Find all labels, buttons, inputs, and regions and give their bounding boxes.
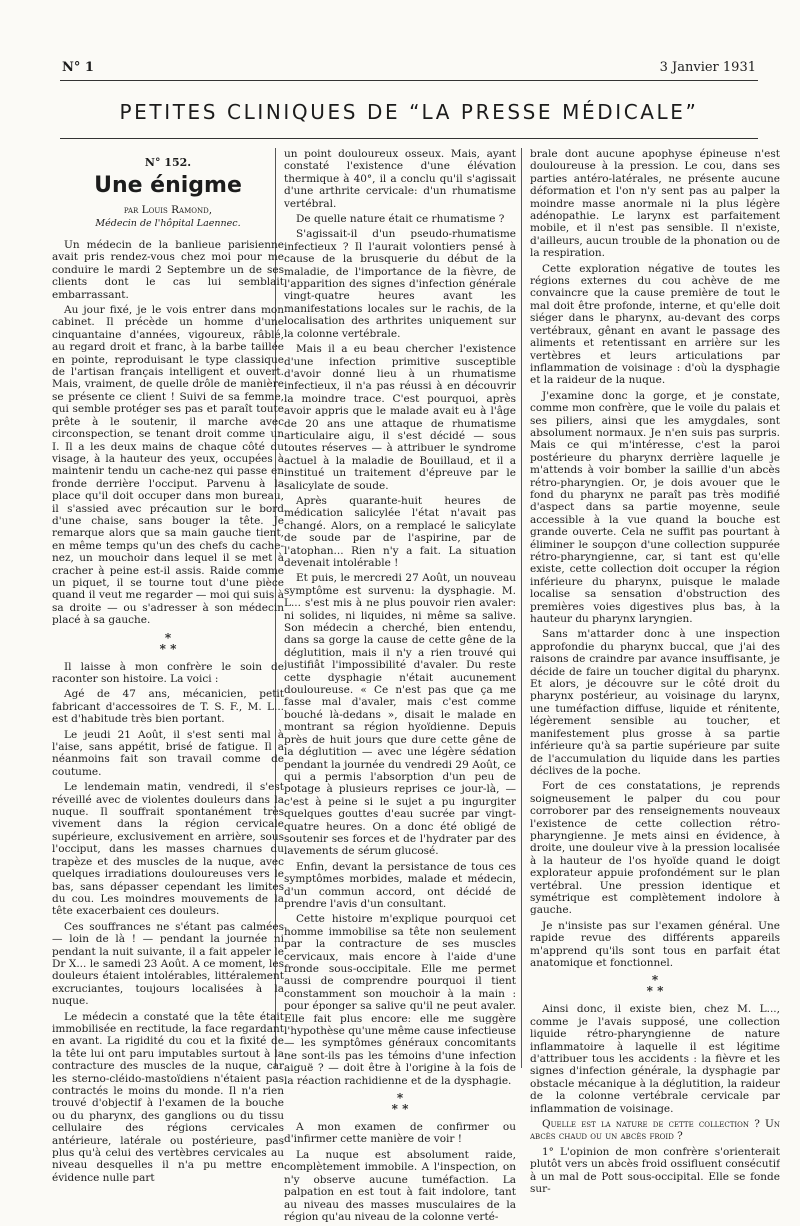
column-divider [521, 148, 522, 1068]
paragraph: Au jour fixé, je le vois entrer dans mon cabinet. Il précède un homme d'une cinquantaine d'années, vigoureux, râblé, au regard droit et franc, à la barbe taillée en pointe, reproduisant le type classique de l'artisan français intelligent et ouvert. Mais, vraiment, de quelle drôle de manière se présente ce client ! Suivi de sa femme, qui semble protéger ses pas et paraît toute prête à le soutenir, il marche avec circonspection, se tenant droit comme un I. Il a les deux mains de chaque côté du visage, à la hauteur des yeux, occupées à maintenir tendu un cache-nez qui passe en fronde derrière l'occiput. Parvenu à la place qu'il doit occuper dans mon bureau, il s'assied avec précaution sur le bord d'une chaise, sans bouger la tête. Je remarque alors que sa main gauche tient, en même temps qu'un des chefs du cache-nez, un mouchoir dans lequel il se met à cracher à peine est-il assis. Raide comme un piquet, il se tourne tout d'une pièce quand il veut me regarder — moi qui suis à sa droite — ou s'adresser à son médecin placé à sa gauche. [52, 304, 284, 627]
paragraph: De quelle nature était ce rhumatisme ? [296, 213, 505, 226]
paragraph: Cette histoire m'explique pourquoi cet homme immobilise sa tête non seulement par la contracture de ses muscles cervicaux, mais encore à l'aide d'une fronde sous-occipitale. Elle me permet aussi de comprendre pourquoi il tient constamment son mouchoir à la main : pour éponger sa salive qu'il ne peut avaler. Elle fait plus encore: elle me suggère l'hypothèse qu'une même cause infectieuse — les symptômes généraux concomitants ne sont-ils pas les témoins d'une infection aiguë ? — doit être à l'origine à la fois de la réaction rachidienne et de la dysphagie. [284, 913, 516, 1087]
paragraph: Enfin, devant la persistance de tous ces symptômes morbides, malade et médecin, d'un commun accord, ont décidé de prendre l'avis d'un consultant. [284, 860, 516, 910]
paragraph: Ainsi donc, il existe bien, chez M. L..., comme je l'avais supposé, une collection liquide rétro-pharyngienne de nature inflammatoire à laquelle il est légitime d'attribuer tous les accidents : la fièvre et les signes d'infection générale, la dysphagie par obstacle mécanique à la déglutition, la raideur de la colonne vertébrale cervicale par inflammation de voisinage. [530, 1003, 780, 1115]
section-stars: * * * [159, 630, 177, 656]
paragraph: Le jeudi 21 Août, il s'est senti mal à l'aise, sans appétit, brisé de fatigue. Il a néanmoins fait son travail comme de coutume. [52, 728, 284, 778]
paragraph: 1° L'opinion de mon confrère s'orienterait plutôt vers un abcès froid ossifluent consécutif à un mal de Pott sous-occipital. Elle se fonde sur- [530, 1145, 780, 1196]
paragraph: Cette exploration négative de toutes les régions externes du cou achève de me convaincre que la cause première de tout le mal doit être profonde, interne, et qu'elle doit siéger dans le pharynx, au-devant des corps vertébraux, gênant en avant le passage des aliments et retentissant en arrière sur les vertèbres et leurs articulations par inflammation de voisinage : d'où la dysphagie et la raideur de la nuque. [530, 262, 780, 387]
paragraph: Je n'insiste pas sur l'examen général. Une rapide revue des différents appareils m'apprend qu'ils sont tous en parfait état anatomique et fonctionnel. [530, 919, 780, 969]
paragraph: Et puis, le mercredi 27 Août, un nouveau symptôme est survenu: la dysphagie. M. L... s'est mis à ne plus pouvoir rien avaler: ni solides, ni liquides, ni même sa salive. Son médecin a cherché, bien entendu, dans sa gorge la cause de cette gêne de la déglutition, mais il n'y a rien trouvé qui justifiât l'impossibilité d'avaler. Du reste cette dysphagie n'était aucunement douloureuse. « Ce n'est pas que ça me fasse mal d'avaler, mais c'est comme bouché là-dedans », disait le malade en montrant sa région hyoïdienne. Depuis près de huit jours que dure cette gêne de la déglutition — avec une légère sédation pendant la journée du vendredi 29 Août, ce qui a permis l'absorption d'un peu de potage à plusieurs reprises ce jour-là, — c'est à peine si le sujet a pu ingurgiter quelques gouttes d'eau sucrée par vingt-quatre heures. On a donc été obligé de soutenir ses forces et de l'hydrater par des lavements de sérum glucosé. [284, 572, 516, 858]
paragraph: brale dont aucune apophyse épineuse n'est douloureuse à la pression. Le cou, dans ses parties antéro-latérales, ne présente aucune déformation et l'on n'y sent pas au palper la moindre masse anormale ni la plus légère adénopathie. Le larynx est parfaitement mobile, et il n'est pas sensible. Il n'existe, d'ailleurs, aucun trouble de la phonation ou de la respiration. [530, 148, 780, 260]
section-stars: * * * [646, 973, 664, 999]
article-number: N° 152. [144, 156, 192, 169]
column-1 [52, 156, 284, 1187]
header-rule [60, 80, 758, 81]
column-2 [284, 148, 516, 1226]
paragraph: un point douloureux osseux. Mais, ayant constaté l'existence d'une élévation thermique à 40°, il a conclu qu'il s'agissait d'une arthrite cervicale: d'un rhumatisme vertébral. [284, 148, 516, 210]
series-banner: PETITES CLINIQUES DE “LA PRESSE MÉDICALE” [119, 100, 699, 124]
paragraph: Il laisse à mon confrère le soin de raconter son histoire. La voici : [52, 660, 284, 685]
issue-date: 3 Janvier 1931 [659, 60, 756, 75]
section-stars: * * * [391, 1091, 409, 1117]
paragraph: Agé de 47 ans, mécanicien, petit fabricant d'accessoires de T. S. F., M. L... est d'habitude très bien portant. [52, 688, 284, 726]
column-3 [530, 148, 780, 1199]
paragraph: S'agissait-il d'un pseudo-rhumatisme infectieux ? Il l'aurait volontiers pensé à cause de la brusquerie du début de la maladie, de l'importance de la fièvre, de l'apparition des signes d'infection générale vingt-quatre heures avant les manifestations locales sur le rachis, de la localisation des arthrites uniquement sur la colonne vertébrale. [284, 228, 516, 340]
paragraph: Fort de ces constatations, je reprends soigneusement le palper du cou pour corroborer par des renseignements nouveaux l'existence de cette collection rétro-pharyngienne. Je mets ainsi en évidence, à droite, une douleur vive à la pression localisée à la hauteur de l'os hyoïde quand le doigt explorateur appuie profondément sur le plan vertébral. Une pression identique et symétrique est complètement indolore à gauche. [530, 780, 780, 917]
paragraph: La nuque est absolument raide, complètement immobile. A l'inspection, on n'y observe aucune tuméfaction. La palpation en est tout à fait indolore, tant au niveau des masses musculaires de la région qu'au niveau de la colonne verté- [284, 1148, 516, 1223]
paragraph: Un médecin de la banlieue parisienne avait pris rendez-vous chez moi pour me conduire le mardi 2 Septembre un de ses clients dont le cas lui semblait embarrassant. [52, 239, 284, 301]
author-affiliation: Médecin de l'hôpital Laennec. [95, 218, 241, 229]
paragraph: Sans m'attarder donc à une inspection approfondie du pharynx buccal, que j'ai des raisons de craindre par avance insuffisante, je décide de faire un toucher digital du pharynx. Et alors, je découvre sur le côté droit du pharynx postérieur, au voisinage du larynx, une tuméfaction diffuse, liquide et rénitente, légèrement sensible au toucher, et manifestement plus grosse à sa partie inférieure qu'à sa partie supérieure par suite de l'accumulation du liquide dans les parties déclives de la poche. [530, 628, 780, 777]
paragraph: Ces souffrances ne s'étant pas calmées — loin de là ! — pendant la journée ni pendant la nuit suivante, il a fait appeler le Dr X... le samedi 23 Août. A ce moment, les douleurs étaient intolérables, littéralement excruciantes, toujours localisées à la nuque. [52, 920, 284, 1008]
paragraph: J'examine donc la gorge, et je constate, comme mon confrère, que le voile du palais et ses piliers, ainsi que les amygdales, sont absolument normaux. Je n'en suis pas surpris. Mais ce qui m'intéresse, c'est la paroi postérieure du pharynx derrière laquelle je m'attends à voir bomber la saillie d'un abcès rétro-pharyngien. Or, je dois avouer que le fond du pharynx ne paraît pas très modifié d'aspect dans sa partie moyenne, seule accessible à la vue quand la bouche est grande ouverte. Cela ne suffit pas pourtant à éliminer le soupçon d'une collection suppurée rétro-pharyngienne, car, si tant est qu'elle existe, cette collection doit occuper la région inférieure du pharynx, puisque le malade localise sa sensation d'obstruction des premières voies digestives plus bas, à la hauteur du pharynx laryngien. [530, 389, 780, 626]
paragraph: Le médecin a constaté que la tête était immobilisée en rectitude, la face regardant en avant. La rigidité du cou et la fixité de la tête lui ont paru imputables surtout à la contracture des muscles de la nuque, car les sterno-cléido-mastoïdiens n'étaient pas contractés le moins du monde. Il n'a rien trouvé d'objectif à l'examen de la bouche ou du pharynx, des ganglions ou du tissu cellulaire des régions cervicales antérieure, latérale ou postérieure, pas plus qu'à celui des vertèbres cervicales au niveau desquelles il n'a pu mettre en évidence nulle part [52, 1010, 284, 1184]
article-title: Une énigme [94, 173, 242, 198]
paragraph: Mais il a eu beau chercher l'existence d'une infection primitive susceptible d'avoir donné lieu à un rhumatisme infectieux, il n'a pas réussi à en découvrir la moindre trace. C'est pourquoi, après avoir appris que le malade avait eu à l'âge de 20 ans une attaque de rhumatisme articulaire aigu, il s'est décidé — sous toutes réserves — à attribuer le syndrome actuel à la maladie de Bouillaud, et il a institué un traitement d'épreuve par le salicylate de soude. [284, 343, 516, 492]
issue-number: N° 1 [62, 60, 94, 75]
paragraph: Le lendemain matin, vendredi, il s'est réveillé avec de violentes douleurs dans la nuque. Il souffrait spontanément très vivement dans la région cervicale supérieure, exclusivement en arrière, sous l'occiput, dans les masses charnues du trapèze et des muscles de la nuque, avec quelques irradiations douloureuses vers le bas, sans dépasser cependant les limites du cou. Les moindres mouvements de la tête exacerbaient ces douleurs. [52, 781, 284, 918]
banner-rule [60, 138, 758, 139]
paragraph: Quelle est la nature de cette collection ? Un abcès chaud ou un abcès froid ? [530, 1118, 780, 1143]
paragraph: A mon examen de confirmer ou d'infirmer cette manière de voir ! [284, 1121, 516, 1146]
article-byline: par Louis Ramond, [123, 204, 213, 216]
paragraph: Après quarante-huit heures de médication salicylée l'état n'avait pas changé. Alors, on a remplacé le salicylate de soude par de l'aspirine, par de l'atophan... Rien n'y a fait. La situation devenait intolérable ! [284, 494, 516, 569]
